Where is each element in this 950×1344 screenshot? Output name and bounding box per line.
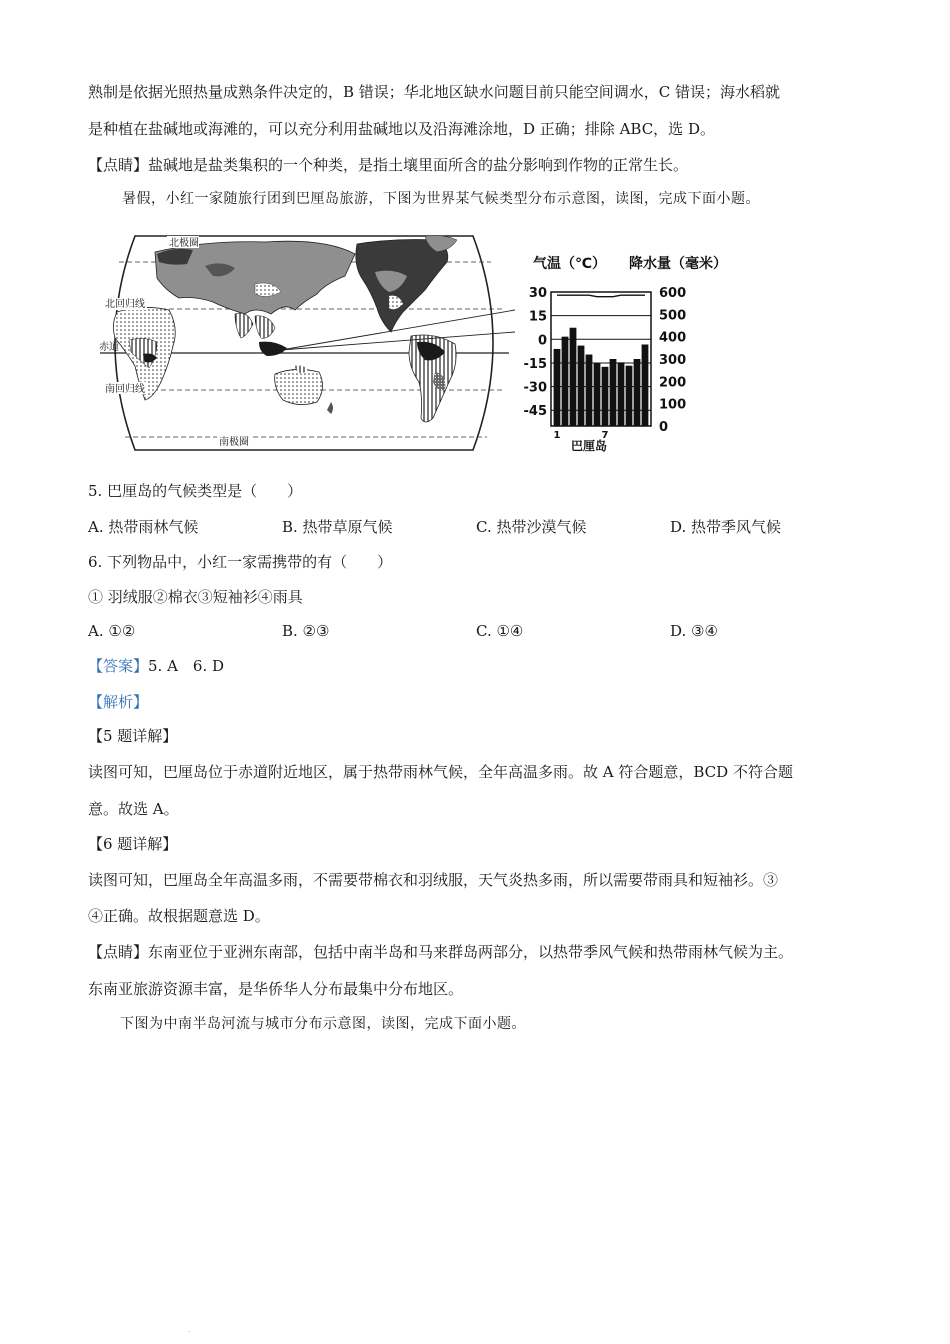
precip-tick-label: 300 (659, 353, 687, 368)
tip-text: 东南亚位于亚洲东南部，包括中南半岛和马来群岛两部分，以热带季风气候和热带雨林气候为主。 (148, 943, 794, 961)
precip-bar (594, 363, 601, 426)
world-climate-map (95, 232, 515, 454)
analysis-label: 【解析】 (88, 693, 149, 711)
tip-line (88, 155, 688, 175)
paragraph-line: 是种植在盐碱地或海滩的，可以充分利用盐碱地以及沿海滩涂地，D 正确；排除 ABC，选 D。 (88, 120, 715, 138)
left-axis-title: 气温（℃） (533, 256, 606, 272)
q6-option-c[interactable]: C. ①④ (476, 622, 524, 640)
temp-tick-label: 0 (537, 333, 547, 349)
precip-tick-label: 0 (659, 420, 669, 435)
tip-2-line: 东南亚旅游资源丰富，是华侨华人分布最集中分布地区。 (88, 980, 464, 998)
precip-tick-label: 400 (659, 330, 687, 346)
bali-climate-chart (523, 254, 755, 454)
equator-label: 赤道 (99, 342, 119, 353)
detail-5-line: 读图可知，巴厘岛位于赤道附近地区，属于热带雨林气候，全年高温多雨。故 A 符合题意，BCD 不符合题 (88, 763, 793, 781)
temp-tick-label: -30 (523, 380, 547, 396)
tropic-of-cancer-label: 北回归线 (105, 299, 145, 310)
question-intro: 暑假，小红一家随旅行团到巴厘岛旅游，下图为世界某气候类型分布示意图，读图，完成下面小题。 (122, 191, 760, 207)
paragraph-line: 熟制是依据光照热量成熟条件决定的，B 错误；华北地区缺水问题目前只能空间调水，C 错误；海水稻就 (88, 83, 781, 101)
precip-bar (610, 359, 617, 426)
right-axis-title: 降水量（毫米） (629, 256, 727, 272)
precip-tick-label: 500 (659, 308, 687, 324)
precip-tick-label: 600 (659, 286, 687, 301)
detail-5-title: 【5 题详解】 (88, 727, 178, 745)
question-5: 5. 巴厘岛的气候类型是（ ） (88, 482, 303, 500)
chart-title: 巴厘岛 (571, 439, 608, 453)
q6-option-d[interactable]: D. ③④ (670, 622, 718, 640)
answer-label: 【答案】 (88, 657, 149, 675)
arctic-circle-label: 北极圈 (169, 238, 199, 249)
temp-tick-label: -15 (523, 356, 547, 372)
month-label: 1 (553, 430, 561, 441)
detail-5-line: 意。故选 A。 (88, 800, 179, 818)
detail-6-line: ④正确。故根据题意选 D。 (88, 907, 270, 925)
tip-label: 【点睛】 (88, 156, 149, 174)
precip-bar (570, 328, 577, 426)
detail-6-line: 读图可知，巴厘岛全年高温多雨，不需要带棉衣和羽绒服，天气炎热多雨，所以需要带雨具和短袖衫。③ (88, 871, 779, 889)
tip-text: 盐碱地是盐类集积的一个种类，是指土壤里面所含的盐分影响到作物的正常生长。 (148, 156, 689, 174)
answer-text: 5. A 6. D (148, 657, 225, 675)
question-6: 6. 下列物品中，小红一家需携带的有（ ） (88, 553, 393, 571)
climate-figure (95, 232, 755, 454)
precip-bar (562, 337, 569, 426)
month-label: 7 (601, 430, 609, 441)
precip-tick-label: 100 (659, 397, 687, 413)
temp-tick-label: 30 (528, 286, 547, 301)
answer-line (88, 656, 224, 676)
tip-2-line (88, 942, 793, 962)
q5-option-b[interactable]: B. 热带草原气候 (282, 518, 393, 536)
antarctic-circle-label: 南极圈 (219, 437, 249, 448)
footer-dot: . (188, 1327, 190, 1334)
q5-option-d[interactable]: D. 热带季风气候 (670, 518, 782, 536)
q6-option-b[interactable]: B. ②③ (282, 622, 330, 640)
temp-tick-label: -45 (523, 404, 547, 420)
q5-option-c[interactable]: C. 热带沙漠气候 (476, 518, 587, 536)
precip-bar (586, 355, 593, 426)
precip-bar (578, 346, 585, 426)
temp-tick-label: 15 (528, 309, 547, 325)
tip-label: 【点睛】 (88, 943, 149, 961)
q5-option-a[interactable]: A. 热带雨林气候 (88, 518, 199, 536)
precip-tick-label: 200 (659, 375, 687, 391)
detail-6-title: 【6 题详解】 (88, 835, 178, 853)
tropic-of-capricorn-label: 南回归线 (105, 384, 145, 395)
precip-bar (618, 362, 625, 426)
precip-bar (634, 359, 641, 426)
precip-bar (642, 344, 649, 426)
precip-bar (554, 349, 561, 426)
next-question-intro: 下图为中南半岛河流与城市分布示意图，读图，完成下面小题。 (120, 1016, 526, 1032)
q6-option-a[interactable]: A. ①② (88, 622, 136, 640)
precip-bar (602, 367, 609, 426)
precip-bar (626, 366, 633, 426)
question-6-items: ① 羽绒服②棉衣③短袖衫④雨具 (88, 588, 303, 606)
